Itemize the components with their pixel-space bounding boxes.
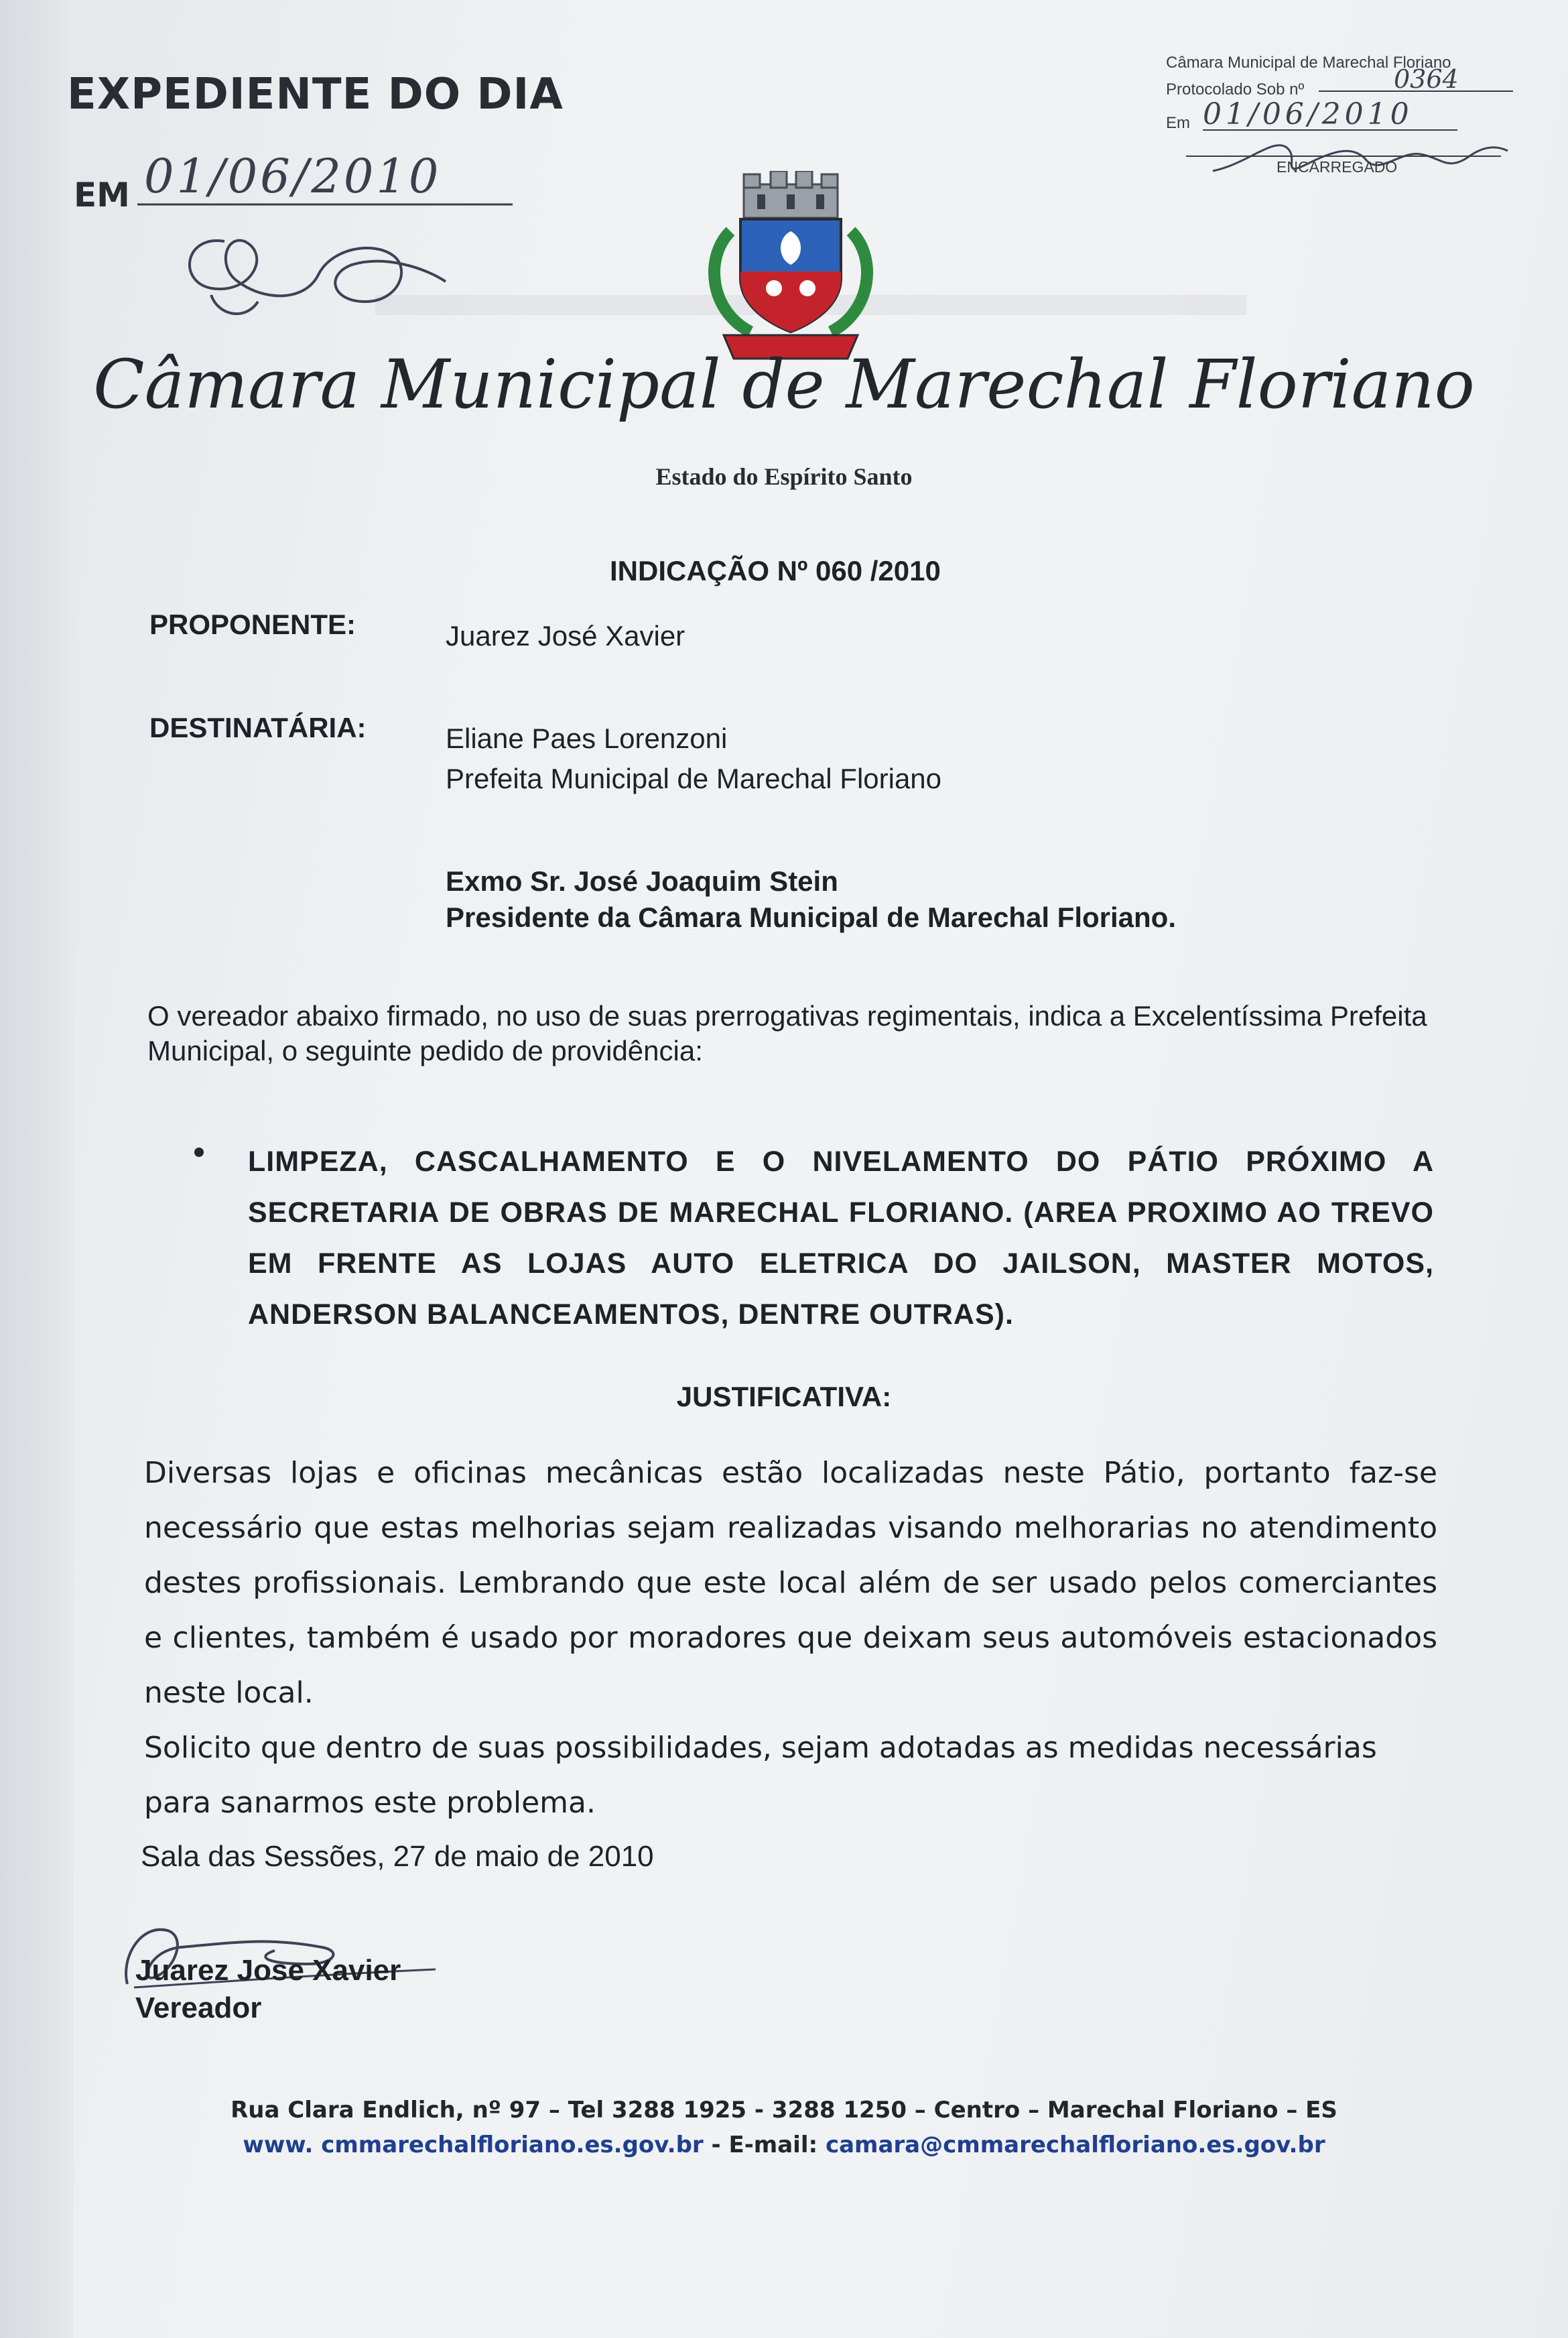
protocol-em-label: Em [1166,114,1190,132]
coat-of-arms-icon [704,171,878,365]
protocol-line-1: Câmara Municipal de Marechal Floriano [1166,54,1451,72]
destinataria-role: Prefeita Municipal de Marechal Floriano [446,763,942,794]
signer-name: Juarez Jose Xavier [135,1954,401,1987]
destinataria-name: Eliane Paes Lorenzoni [446,723,728,754]
justificativa-text [144,1446,1437,1831]
footer-contact [0,2132,1568,2158]
expediente-signature-icon [171,201,459,328]
expediente-stamp-title: EXPEDIENTE DO DIA [67,70,564,119]
session-date: Sala das Sessões, 27 de maio de 2010 [141,1840,654,1873]
protocol-date: 01/06/2010 [1203,97,1413,131]
protocol-encarregado-label: ENCARREGADO [1277,158,1398,176]
footer-address: Rua Clara Endlich, nº 97 – Tel 3288 1925 - 3288 1250 – Centro – Marechal Floriano – ES [231,2097,1337,2124]
justificativa-paragraph-1: Diversas lojas e oficinas mecânicas estão localizadas neste Pátio, portanto faz-se necessário que estas melhorias sejam realizadas visando melhorarias no atendimento destes profissionais. Lembrando que este local além de ser usado pelos comerciantes e clientes, também é usado por moradores que deixam seus automóveis estacionados neste local. [144,1456,1437,1710]
council-title: Câmara Municipal de Marechal Floriano [93,345,1475,424]
protocol-number: 0364 [1394,64,1459,94]
footer-email-label: - E-mail: [703,2132,826,2158]
protocol-signature-icon [1186,124,1514,188]
destinataria-label: DESTINATÁRIA: [149,712,367,743]
proponente-value: Juarez José Xavier [446,620,685,652]
signer-block [135,1952,401,2027]
protocol-line-2: Protocolado Sob nº [1166,80,1305,99]
justificativa-paragraph-2: Solicito que dentro de suas possibilidades, sejam adotadas as medidas necessárias para sanarmos este problema. [144,1731,1377,1820]
justificativa-title: JUSTIFICATIVA: [676,1381,892,1412]
expediente-date: 01/06/2010 [144,149,442,204]
indicacao-number: INDICAÇÃO Nº 060 /2010 [610,555,941,587]
footer-website-link[interactable]: www. cmmarechalfloriano.es.gov.br [243,2132,704,2158]
footer-email-link[interactable]: camara@cmmarechalfloriano.es.gov.br [825,2132,1325,2158]
addressee-role: Presidente da Câmara Municipal de Marechal Floriano. [446,902,1176,933]
signer-role: Vereador [135,1991,262,2024]
proponente-label: PROPONENTE: [149,609,356,640]
expediente-stamp-em-label: EM [74,176,130,214]
council-subtitle: Estado do Espírito Santo [655,463,913,490]
bullet-icon [194,1148,204,1157]
addressee-name: Exmo Sr. José Joaquim Stein [446,865,838,897]
intro-paragraph: O vereador abaixo firmado, no uso de suas prerrogativas regimentais, indica a Excelentíssima Prefeita Municipal, o seguinte pedido de providência: [147,1000,1427,1066]
request-item: LIMPEZA, CASCALHAMENTO E O NIVELAMENTO DO PÁTIO PRÓXIMO A SECRETARIA DE OBRAS DE MARECHAL FLORIANO. (AREA PROXIMO AO TREVO EM FRENTE AS LOJAS AUTO ELETRICA DO JAILSON, MASTER MOTOS, ANDERSON BALANCEAMENTOS, DENTRE OUTRAS). [248,1146,1434,1331]
